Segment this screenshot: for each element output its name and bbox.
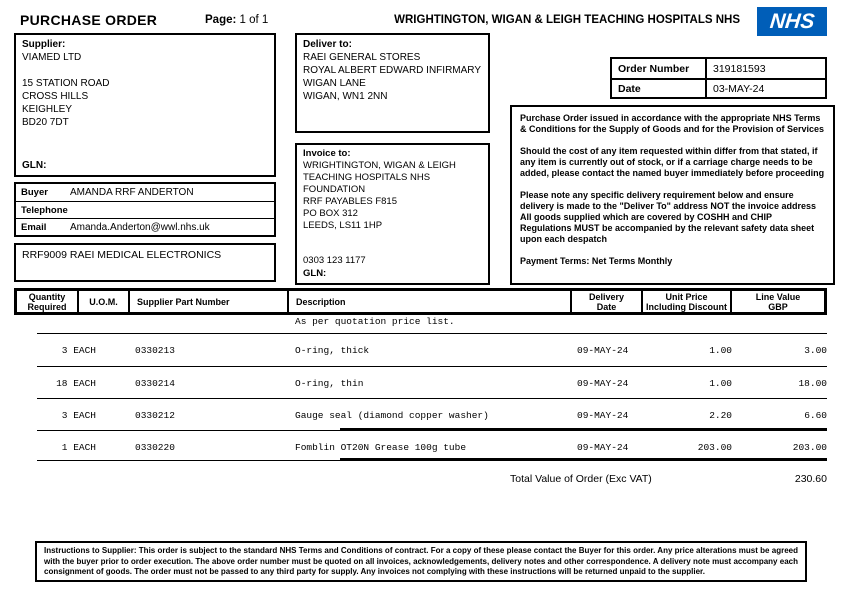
supplier-address-line: 15 STATION ROAD: [22, 78, 110, 89]
table-row: [14, 442, 827, 456]
deliver-to-line: ROYAL ALBERT EDWARD INFIRMARY: [303, 65, 482, 76]
invoice-phone: 0303 123 1177: [303, 255, 366, 266]
order-date-label: Date: [612, 80, 707, 97]
item-unit-price: 1.00: [709, 378, 732, 389]
header-line: Date: [596, 301, 617, 312]
item-uom: EACH: [73, 442, 96, 453]
item-part-number: 0330212: [135, 410, 175, 421]
item-delivery-date: 09-MAY-24: [577, 410, 629, 421]
item-part-number: 0330214: [135, 378, 175, 389]
item-line-value: 6.60: [804, 410, 827, 421]
header-line: U.O.M.: [89, 296, 118, 307]
page-value: 1 of 1: [236, 14, 269, 26]
row-divider: [37, 366, 827, 367]
item-line-value: 18.00: [798, 378, 827, 389]
item-quantity-uom: [14, 378, 96, 389]
row-divider: [37, 398, 827, 399]
invoice-to-label: Invoice to:: [303, 148, 351, 159]
order-number-label: Order Number: [612, 59, 707, 78]
header-unit-price: [643, 291, 732, 312]
order-date-row: [612, 78, 825, 97]
header-line: Quantity: [28, 291, 66, 302]
item-quantity-uom: [14, 410, 96, 421]
item-description: Gauge seal (diamond copper washer): [295, 410, 489, 421]
invoice-to-line: TEACHING HOSPITALS NHS FOUNDATION: [303, 172, 431, 195]
invoice-to-line: WRIGHTINGTON, WIGAN & LEIGH: [303, 160, 456, 171]
nhs-logo-text: NHS: [768, 9, 816, 33]
item-unit-price: 203.00: [697, 442, 732, 453]
supplier-instructions-text: Instructions to Supplier: This order is subject to the standard NHS Terms and Conditions of contract. For a copy of these please contact the Buyer for this order. Any price alterations must be agreed with the buyer prior to order execution. The above order number must be quoted on all invoices, acknowledgements, delivery notes and other correspondence. A delivery note must accompany each consignment of goods. The order must not be passed to any third party for supply. Any invoices not complying with these instructions will be returned unpaid to the supplier.: [44, 546, 798, 576]
item-description: O-ring, thick: [295, 345, 370, 356]
supplier-name: VIAMED LTD: [22, 52, 82, 63]
row-divider-thick: [340, 458, 827, 461]
deliver-to-line: WIGAN, WN1 2NN: [303, 91, 388, 102]
order-info-table: [610, 57, 827, 99]
item-unit-price: 1.00: [709, 345, 732, 356]
invoice-to-line: RRF PAYABLES F815: [303, 196, 397, 207]
header-line: Line Value: [755, 291, 801, 302]
trust-name: WRIGHTINGTON, WIGAN & LEIGH TEACHING HOSPITALS NHS: [394, 14, 740, 26]
item-description: O-ring, thin: [295, 378, 364, 389]
header-line-value: [732, 291, 824, 312]
item-description: Fomblin OT20N Grease 100g tube: [295, 442, 467, 453]
item-part-number: 0330220: [135, 442, 175, 453]
invoice-gln-label: GLN:: [303, 268, 327, 279]
terms-paragraph: All goods supplied which are covered by COSHH and CHIP Regulations MUST be accompanied by the relevant safety data sheet upon each despatch: [520, 212, 815, 244]
deliver-to-label: Deliver to:: [303, 39, 352, 50]
email-row: [16, 218, 274, 235]
header-description: [289, 291, 572, 312]
order-number-value: 319181593: [713, 62, 766, 75]
deliver-to-line: WIGAN LANE: [303, 78, 366, 89]
table-row: [14, 410, 827, 424]
header-line: Unit Price: [665, 291, 708, 302]
item-line-value: 203.00: [792, 442, 827, 453]
supplier-label: Supplier:: [22, 39, 66, 50]
page-title: PURCHASE ORDER: [20, 12, 158, 28]
terms-paragraph: Should the cost of any item requested within differ from that stated, if any item is currently out of stock, or if a carriage charge needs to be added, please contact the named buyer immediately before proceeding: [520, 146, 825, 178]
buyer-name: AMANDA RRF ANDERTON: [70, 187, 194, 198]
item-part-number: 0330213: [135, 345, 175, 356]
order-date-value: 03-MAY-24: [713, 82, 765, 95]
supplier-address-line: BD20 7DT: [22, 117, 69, 128]
page-number: [205, 14, 268, 26]
items-table-header: [14, 288, 827, 315]
item-line-value: 3.00: [804, 345, 827, 356]
buyer-row: [16, 184, 274, 201]
supplier-gln-label: GLN:: [22, 160, 47, 171]
email-value: Amanda.Anderton@wwl.nhs.uk: [70, 221, 210, 233]
row-divider-thick: [340, 428, 827, 431]
item-quantity: 1: [61, 442, 68, 453]
header-line: Description: [296, 296, 346, 307]
supplier-instructions-box: [35, 541, 807, 582]
item-quantity-uom: [14, 442, 96, 453]
item-unit-price: 2.20: [709, 410, 732, 421]
item-delivery-date: 09-MAY-24: [577, 345, 629, 356]
item-uom: EACH: [73, 410, 96, 421]
item-delivery-date: 09-MAY-24: [577, 442, 629, 453]
header-line: Delivery: [588, 291, 625, 302]
supplier-address-line: CROSS HILLS: [22, 91, 89, 102]
table-row: [14, 345, 827, 359]
header-line: Required: [27, 301, 67, 312]
page-label: Page:: [205, 14, 237, 26]
telephone-row: [16, 201, 274, 218]
department-box: [14, 243, 276, 282]
item-quantity: 3: [61, 410, 68, 421]
department-text: RRF9009 RAEI MEDICAL ELECTRONICS: [22, 249, 222, 261]
item-quantity: 18: [56, 378, 68, 389]
header-line: Supplier Part Number: [137, 296, 230, 307]
item-quantity-uom: [14, 345, 96, 356]
total-value: 230.60: [794, 473, 827, 485]
deliver-to-box: [295, 33, 490, 133]
order-number-row: [612, 59, 825, 78]
supplier-box: [14, 33, 276, 177]
buyer-table: [14, 182, 276, 237]
header-line: GBP: [768, 301, 788, 312]
nhs-logo: [757, 7, 827, 36]
deliver-to-line: RAEI GENERAL STORES: [303, 52, 421, 63]
item-quantity: 3: [61, 345, 68, 356]
invoice-to-box: [295, 143, 490, 285]
email-label: Email: [21, 221, 47, 233]
header-line: Including Discount: [646, 301, 727, 312]
row-divider: [37, 333, 827, 334]
telephone-label: Telephone: [21, 204, 68, 216]
table-row: [14, 378, 827, 392]
supplier-address-line: KEIGHLEY: [22, 104, 73, 115]
invoice-to-line: PO BOX 312: [303, 208, 358, 219]
terms-paragraph: Please note any specific delivery requirement below and ensure delivery is made to the "Deliver To" address NOT the invoice address: [520, 190, 816, 211]
quotation-note: As per quotation price list.: [295, 316, 455, 327]
payment-terms: Payment Terms: Net Terms Monthly: [520, 256, 673, 266]
terms-paragraph: Purchase Order issued in accordance with the appropriate NHS Terms & Conditions for the Supply of Goods and for the Provision of Services: [520, 113, 825, 134]
header-supplier-part-number: [130, 291, 289, 312]
header-quantity-required: [17, 291, 79, 312]
invoice-to-line: LEEDS, LS11 1HP: [303, 220, 383, 231]
item-delivery-date: 09-MAY-24: [577, 378, 629, 389]
header-delivery-date: [572, 291, 643, 312]
item-uom: EACH: [73, 378, 96, 389]
total-label: Total Value of Order (Exc VAT): [510, 473, 652, 485]
terms-box: [510, 105, 835, 285]
header-uom: [79, 291, 130, 312]
item-uom: EACH: [73, 345, 96, 356]
buyer-label: Buyer: [21, 187, 48, 198]
